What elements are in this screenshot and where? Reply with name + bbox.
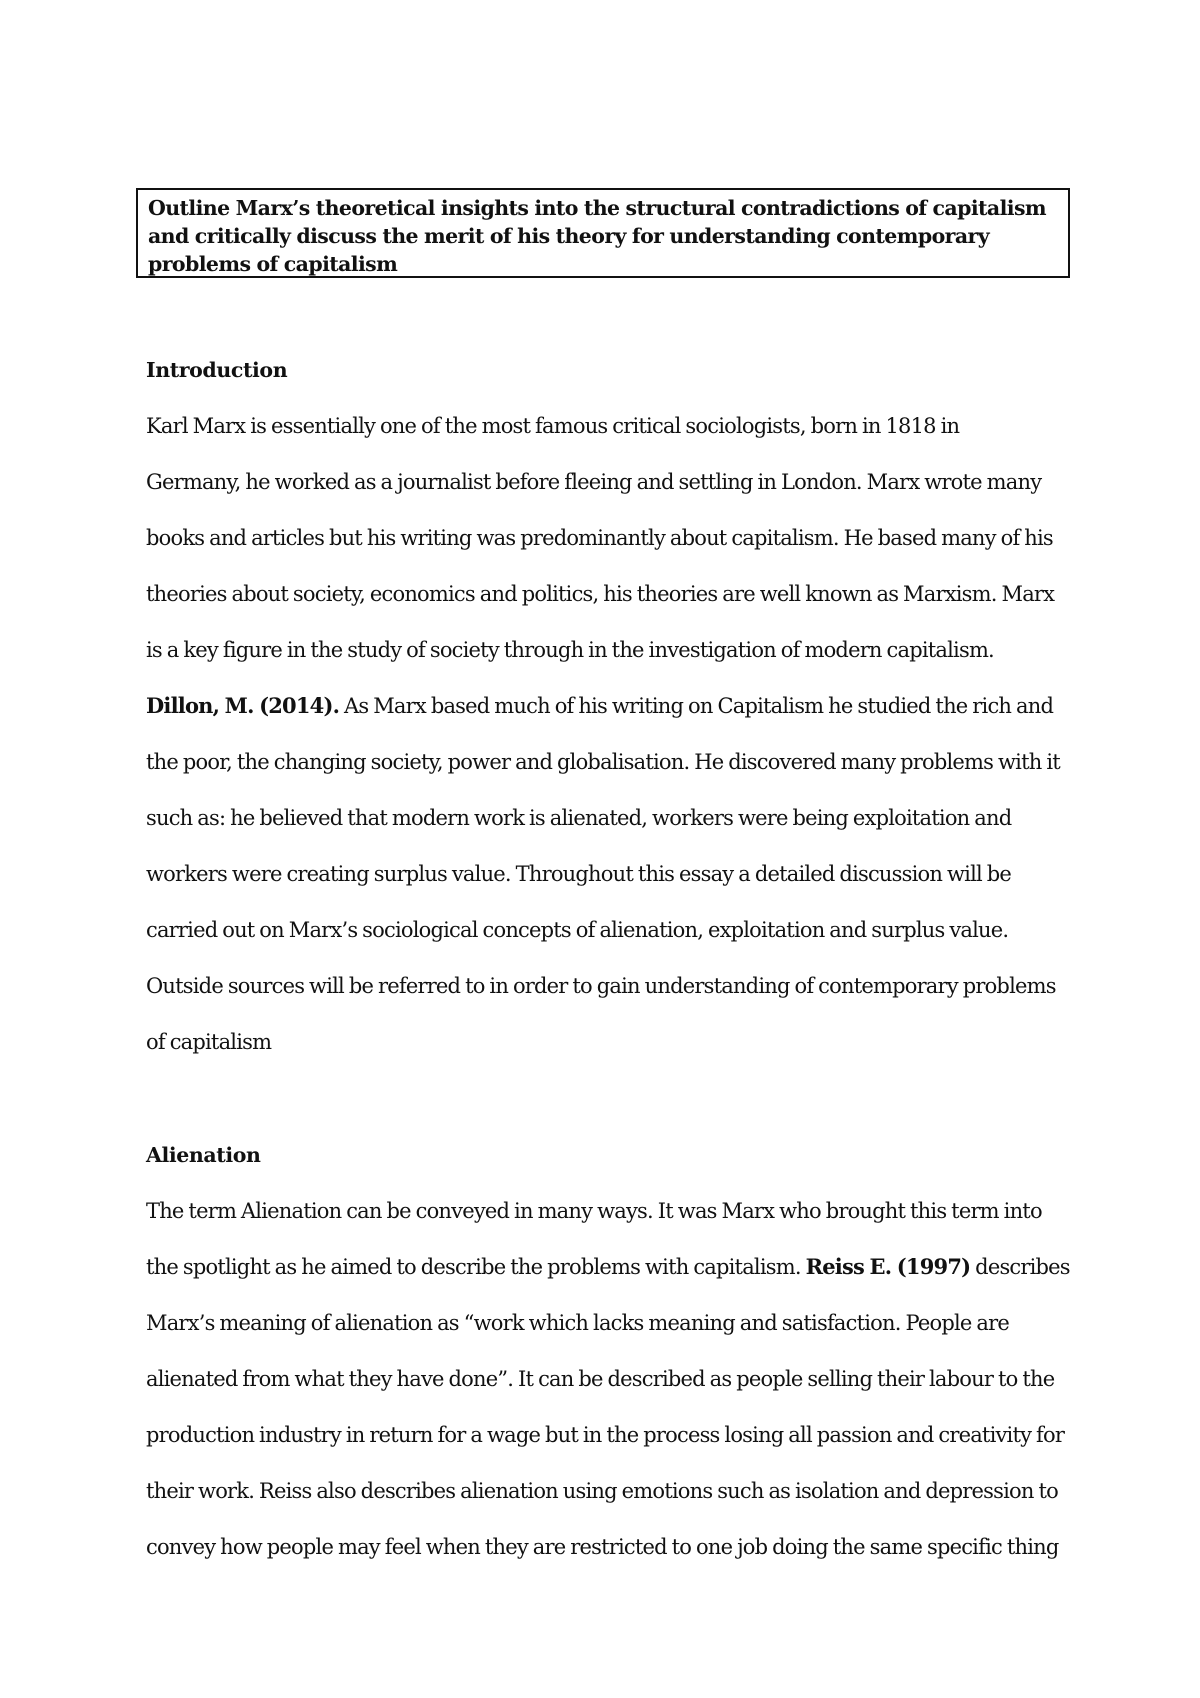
paragraph-line-citation [146, 1253, 1070, 1281]
paragraph-line: carried out on Marx’s sociological concepts of alienation, exploitation and surplus value. [146, 918, 1009, 942]
paragraph-line: Karl Marx is essentially one of the most famous critical sociologists, born in 1818 in [146, 414, 960, 438]
paragraph-line: convey how people may feel when they are restricted to one job doing the same specific thing [146, 1535, 1059, 1559]
essay-title: Outline Marx’s theoretical insights into the structural contradictions of capitalism and critically discuss the merit of his theory for understanding contemporary problems of capitalism [148, 196, 1047, 276]
paragraph-line: their work. Reiss also describes alienation using emotions such as isolation and depression to [146, 1479, 1058, 1503]
citation-dillon: Dillon, M. (2014). [146, 693, 340, 718]
paragraph-line: such as: he believed that modern work is alienated, workers were being exploitation and [146, 806, 1012, 830]
section-heading-alienation: Alienation [146, 1143, 261, 1167]
paragraph-line: production industry in return for a wage but in the process losing all passion and creativity for [146, 1423, 1065, 1447]
paragraph-line: Outside sources will be referred to in order to gain understanding of contemporary problems [146, 974, 1056, 998]
paragraph-line: theories about society, economics and politics, his theories are well known as Marxism. Marx [146, 582, 1055, 606]
paragraph-line: Marx’s meaning of alienation as “work which lacks meaning and satisfaction. People are [146, 1311, 1009, 1335]
paragraph-line: is a key figure in the study of society through in the investigation of modern capitalism. [146, 638, 994, 662]
paragraph-line-text: describes [970, 1255, 1070, 1279]
citation-reiss: Reiss E. (1997) [805, 1254, 971, 1279]
paragraph-line-text: the spotlight as he aimed to describe the problems with capitalism. [146, 1255, 806, 1279]
paragraph-line: alienated from what they have done”. It can be described as people selling their labour to the [146, 1367, 1055, 1391]
paragraph-line: of capitalism [146, 1030, 272, 1054]
paragraph-line-text: As Marx based much of his writing on Capitalism he studied the rich and [339, 694, 1054, 718]
paragraph-line: Germany, he worked as a journalist before fleeing and settling in London. Marx wrote many [146, 470, 1042, 494]
paragraph-line: books and articles but his writing was predominantly about capitalism. He based many of his [146, 526, 1053, 550]
essay-title-box [136, 188, 1070, 278]
paragraph-line: The term Alienation can be conveyed in many ways. It was Marx who brought this term into [146, 1199, 1042, 1223]
paragraph-line: the poor, the changing society, power and globalisation. He discovered many problems with it [146, 750, 1060, 774]
paragraph-line-citation [146, 692, 1053, 720]
section-heading-introduction: Introduction [146, 358, 288, 382]
paragraph-line: workers were creating surplus value. Throughout this essay a detailed discussion will be [146, 862, 1012, 886]
